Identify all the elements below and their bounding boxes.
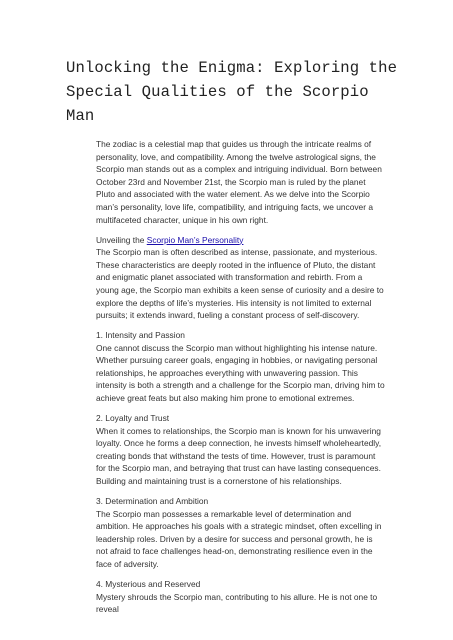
intro-paragraph: The zodiac is a celestial map that guides us through the intricate realms of personality, love, and compatibility. Among the twelve astrological signs, the Scorpio man stands out as a complex and intriguing individual. Born between October 23rd and November 21st, the Scorpio man is ruled by the planet Pluto and associated with the water element. As we delve into the Scorpio man’s personality, love life, compatibility, and intriguing facts, we uncover a multifaceted character, unique in his own right. [96, 139, 382, 225]
section-body-determination: The Scorpio man possesses a remarkable level of determination and ambition. He approaches his goals with a strategic mindset, often excelling in leadership roles. Driven by a desire for success and personal growth, he is not afraid to face challenges head-on, demonstrating resilience even in the face of adversity. [96, 508, 382, 569]
section-heading-determination: 3. Determination and Ambition [96, 496, 209, 506]
unveiling-heading [96, 234, 386, 247]
section-body-loyalty: When it comes to relationships, the Scorpio man is known for his unwavering loyalty. Once he forms a deep connection, he invests himself wholeheartedly, creating bonds that withstand the tests of time. However, trust is paramount for the Scorpio man, and betraying that trust can have lasting consequences. Building and maintaining trust is a cornerstone of his relationships. [96, 425, 382, 487]
section-body-mysterious: Mystery shrouds the Scorpio man, contributing to his allure. He is not one to reveal [96, 591, 378, 615]
section-heading-mysterious: 4. Mysterious and Reserved [96, 578, 201, 589]
section-body-intensity: One cannot discuss the Scorpio man without highlighting his intense nature. Whether pursuing career goals, engaging in hobbies, or navigating personal relationships, he approaches everything with unwavering passion. This intensity is both a strength and a challenge for the Scorpio man, driving him to achieve great feats but also making him prone to emotional extremes. [96, 342, 385, 404]
unveiling-paragraph: The Scorpio man is often described as intense, passionate, and mysterious. These characteristics are deeply rooted in the influence of Pluto, the distant and enigmatic planet associated with transformation and rebirth. From a young age, the Scorpio man exhibits a keen sense of curiosity and a desire to explore the depths of life’s mysteries. His intensity is not limited to external pursuits; it extends inward, fueling a constant process of self-discovery. [96, 247, 384, 321]
unveiling-prefix: Unveiling the [96, 234, 147, 245]
document-title: Unlocking the Enigma: Exploring the Special Qualities of the Scorpio Man [66, 59, 398, 125]
document-body [96, 138, 386, 623]
scorpio-personality-link[interactable]: Scorpio Man’s Personality [146, 234, 244, 245]
section-heading-intensity: 1. Intensity and Passion [96, 330, 185, 341]
section-heading-loyalty: 2. Loyalty and Trust [96, 413, 170, 424]
